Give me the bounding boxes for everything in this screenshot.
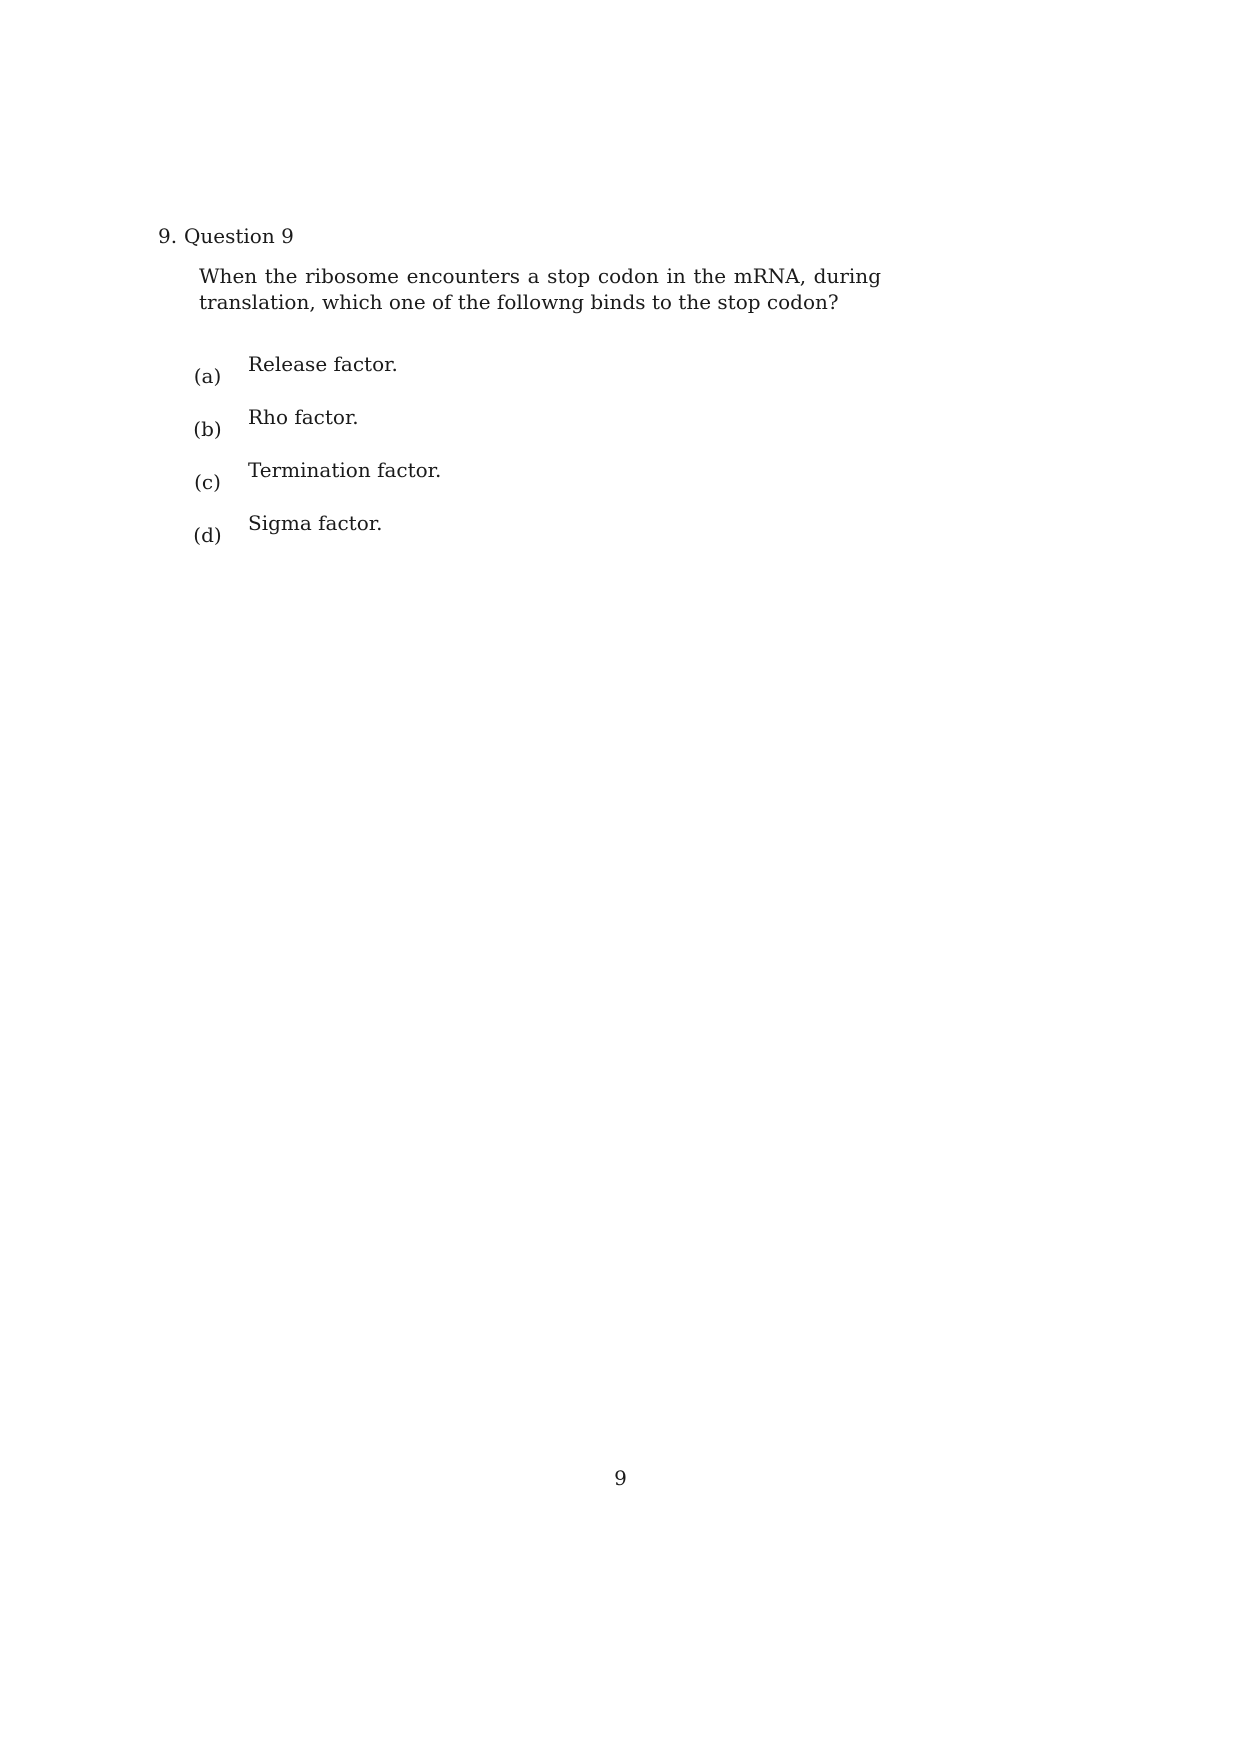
answer-options: [190, 352, 890, 564]
question-text: When the ribosome encounters a stop codon in the mRNA, during translation, which one of the followng binds to the stop codon?: [199, 264, 881, 314]
option-a: [190, 352, 890, 405]
page-number: 9: [614, 1466, 627, 1490]
option-c: [190, 458, 890, 511]
option-d: [190, 511, 890, 564]
question-title: Question 9: [184, 224, 294, 248]
question-heading: [158, 224, 294, 248]
option-label: (a): [193, 364, 222, 388]
option-text: Release factor.: [248, 352, 398, 376]
option-label: (b): [193, 417, 222, 441]
option-b: [190, 405, 890, 458]
option-label: (c): [194, 470, 221, 494]
option-label: (d): [193, 523, 222, 547]
option-text: Sigma factor.: [248, 511, 383, 535]
option-text: Termination factor.: [248, 458, 442, 482]
option-text: Rho factor.: [248, 405, 359, 429]
question-number: 9.: [158, 224, 178, 248]
